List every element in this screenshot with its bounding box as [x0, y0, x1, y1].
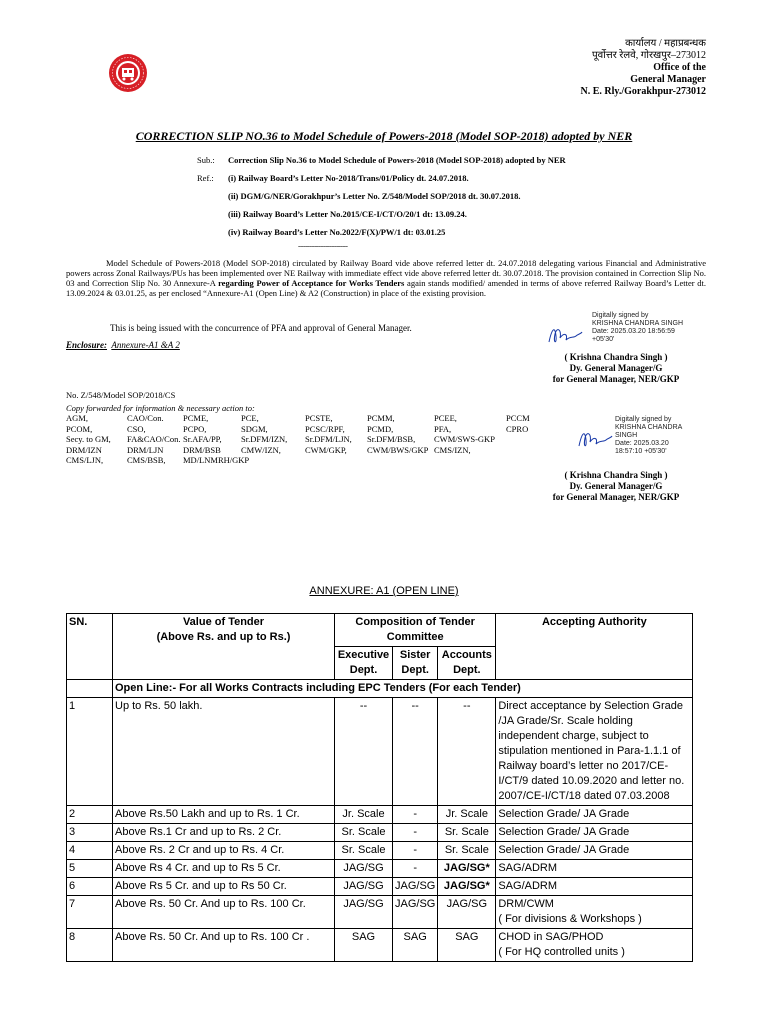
office-hindi-line1: कार्यालय / महाप्रबन्धक [625, 38, 706, 49]
cell-authority: SAG/ADRM [496, 860, 693, 878]
copy-recipient: CSO, [127, 423, 146, 434]
paragraph-text: Model Schedule of Powers-2018 (Model SOP-2018) circulated by Railway Board vide above referred letter dt. 24.07.2018 delegating various Financial and Administrative powers across Zonal Railways/PUs has been implemented over NE Railway with immediate effect vide above referred letter dt. 30.07.2018. The provision contained in Correction Slip No. 03 and Correction Slip No. 30 Annexure-A [66, 258, 706, 288]
tender-powers-table [66, 613, 693, 962]
cell-value: Above Rs.50 Lakh and up to Rs. 1 Cr. [113, 806, 335, 824]
copy-recipient: CWM/GKP, [305, 444, 347, 455]
cell-executive: Sr. Scale [335, 824, 393, 842]
office-line1: Office of the [653, 62, 706, 73]
cell-value: Above Rs. 2 Cr and up to Rs. 4 Cr. [113, 842, 335, 860]
copy-recipient: CMS/LJN, [66, 455, 104, 465]
cell-value: Above Rs.1 Cr and up to Rs. 2 Cr. [113, 824, 335, 842]
copy-recipient: PFA, [434, 423, 452, 434]
header-accepting-authority: Accepting Authority [496, 614, 693, 680]
cell-accounts: Sr. Scale [438, 824, 496, 842]
signatory-name: ( Krishna Chandra Singh ) [564, 470, 668, 480]
office-line2: General Manager [630, 74, 706, 85]
cell-sister: JAG/SG [393, 896, 438, 929]
cell-executive: JAG/SG [335, 860, 393, 878]
copy-recipient: Sr.DFM/BSB, [367, 434, 416, 444]
cell-sn: 5 [67, 860, 113, 878]
copy-recipient: CWM/BWS/GKP [367, 444, 429, 455]
cell-sister: - [393, 806, 438, 824]
copy-recipient: PCPO, [183, 423, 207, 434]
cell-executive: JAG/SG [335, 878, 393, 896]
section-open-line: Open Line:- For all Works Contracts including EPC Tenders (For each Tender) [113, 680, 693, 698]
document-title: CORRECTION SLIP NO.36 to Model Schedule of Powers-2018 (Model SOP-2018) adopted by NER [135, 129, 633, 143]
table-row [67, 698, 693, 806]
digital-signature-stamp: Digitally signed by KRISHNA CHANDRA SINGH Date: 2025.03.20 18:57:10 +05'30' [615, 416, 683, 455]
copy-heading: Copy forwarded for information & necessary action to: [66, 403, 255, 413]
copy-recipient: CPRO [506, 423, 529, 434]
annexure-title: ANNEXURE: A1 (OPEN LINE) [309, 585, 459, 597]
copy-row [66, 445, 546, 456]
copy-row [66, 413, 546, 424]
cell-executive: Jr. Scale [335, 806, 393, 824]
copy-recipient: Secy. to GM, [66, 434, 111, 444]
cell-accounts: JAG/SG* [438, 878, 496, 896]
cell-sister: - [393, 842, 438, 860]
ref-item: (iv) Railway Board’s Letter No.2022/F(X)/PW/1 dt: 03.01.25 [228, 227, 446, 237]
divider-line: --------------------------- [298, 242, 348, 250]
header-sister: Sister Dept. [393, 647, 438, 680]
table-row [67, 842, 693, 860]
copy-recipient: PCMD, [367, 423, 394, 434]
issue-line: This is being issued with the concurrence of PFA and approval of General Manager. [110, 323, 412, 333]
copy-recipient [506, 434, 546, 445]
copy-recipient [305, 455, 367, 466]
ref-item: (ii) DGM/G/NER/Gorakhpur’s Letter No. Z/548/Model SOP/2018 dt. 30.07.2018. [228, 191, 521, 201]
cell-sn: 7 [67, 896, 113, 929]
body-paragraph [66, 258, 706, 298]
copy-recipient: CMS/IZN, [434, 444, 471, 455]
enclosure-label: Enclosure: [66, 340, 108, 350]
handwritten-signature-icon [546, 322, 584, 353]
cell-authority: CHOD in SAG/PHOD ( For HQ controlled units ) [496, 929, 693, 962]
header-executive: Executive Dept. [335, 647, 393, 680]
cell-value: Above Rs 4 Cr. and up to Rs 5 Cr. [113, 860, 335, 878]
copy-recipient: PCSC/RPF, [305, 423, 345, 434]
cell-accounts: JAG/SG [438, 896, 496, 929]
copy-recipient: Sr.AFA/PP, [183, 434, 222, 444]
signatory-name: ( Krishna Chandra Singh ) [564, 352, 668, 362]
copy-recipient [434, 455, 506, 466]
subject-text: Correction Slip No.36 to Model Schedule of Powers-2018 (Model SOP-2018) adopted by NER [228, 155, 566, 165]
signatory-designation: Dy. General Manager/G [569, 481, 663, 491]
cell-authority: Selection Grade/ JA Grade [496, 824, 693, 842]
cell-sister: JAG/SG [393, 878, 438, 896]
cell-value: Above Rs. 50 Cr. And up to Rs. 100 Cr. [113, 896, 335, 929]
cell-value: Up to Rs. 50 lakh. [113, 698, 335, 806]
copy-recipient: CWM/SWS-GKP [434, 434, 495, 444]
office-header [581, 38, 706, 98]
copy-row [66, 424, 546, 435]
copy-recipient [241, 455, 305, 466]
copy-recipient: Sr.DFM/LJN, [305, 434, 352, 444]
copy-recipient: PCEE, [434, 413, 457, 423]
copy-recipient: PCCM [506, 413, 530, 423]
signatory-designation: Dy. General Manager/G [569, 363, 663, 373]
copy-row [66, 434, 546, 445]
signatory-block [536, 470, 696, 503]
table-row [67, 896, 693, 929]
office-line3: N. E. Rly./Gorakhpur-273012 [580, 86, 706, 97]
ref-label: Ref.: [197, 173, 214, 183]
cell-sn: 6 [67, 878, 113, 896]
cell-sister: - [393, 824, 438, 842]
cell-accounts: SAG [438, 929, 496, 962]
table-row [67, 824, 693, 842]
cell-sn: 2 [67, 806, 113, 824]
cell-executive: JAG/SG [335, 896, 393, 929]
copy-recipient: FA&CAO/Con. [127, 434, 181, 444]
cell-sister: - [393, 860, 438, 878]
cell-authority: Selection Grade/ JA Grade [496, 806, 693, 824]
table-row [67, 878, 693, 896]
cell-sn: 8 [67, 929, 113, 962]
enclosure-text: Annexure-A1 &A 2 [111, 340, 180, 350]
cell-authority: Selection Grade/ JA Grade [496, 842, 693, 860]
letter-number: No. Z/548/Model SOP/2018/CS [66, 390, 176, 400]
copy-recipient [506, 455, 546, 466]
copy-recipient: CAO/Con. [127, 413, 164, 423]
ref-item: (i) Railway Board’s Letter No-2018/Trans/01/Policy dt. 24.07.2018. [228, 173, 469, 183]
indian-railways-logo-icon [108, 53, 148, 93]
copy-recipient: SDGM, [241, 423, 268, 434]
table-row [67, 806, 693, 824]
copy-recipient: DRM/IZN [66, 444, 102, 455]
copy-recipient: PCE, [241, 413, 259, 423]
cell-authority: DRM/CWM ( For divisions & Workshops ) [496, 896, 693, 929]
cell-accounts: Sr. Scale [438, 842, 496, 860]
paragraph-bold-text: regarding Power of Acceptance for Works Tenders [218, 278, 405, 288]
cell-value: Above Rs 5 Cr. and up to Rs 50 Cr. [113, 878, 335, 896]
table-row [67, 929, 693, 962]
copy-recipient: CMW/IZN, [241, 444, 281, 455]
copy-recipient: PCOM, [66, 423, 93, 434]
cell-executive: -- [335, 698, 393, 806]
copy-distribution-list [66, 413, 546, 466]
copy-recipient: MD/LNMRH/GKP [183, 455, 250, 465]
handwritten-signature-icon [576, 426, 614, 457]
cell-sn: 3 [67, 824, 113, 842]
cell-accounts: Jr. Scale [438, 806, 496, 824]
header-accounts: Accounts Dept. [438, 647, 496, 680]
copy-recipient: DRM/BSB [183, 444, 221, 455]
copy-recipient [367, 455, 434, 466]
signatory-for: for General Manager, NER/GKP [552, 374, 680, 384]
copy-row [66, 455, 546, 466]
header-value-of-tender: Value of Tender (Above Rs. and up to Rs.) [113, 614, 335, 680]
cell-executive: Sr. Scale [335, 842, 393, 860]
header-composition: Composition of Tender Committee [335, 614, 496, 647]
cell-sn: 4 [67, 842, 113, 860]
copy-recipient: AGM, [66, 413, 88, 423]
copy-recipient: PCSTE, [305, 413, 333, 423]
cell-accounts: JAG/SG* [438, 860, 496, 878]
enclosure [66, 340, 180, 350]
office-hindi-line2: पूर्वोत्तर रेलवे, गोरखपुर–273012 [591, 50, 706, 61]
copy-recipient: PCMM, [367, 413, 395, 423]
signatory-block [536, 352, 696, 385]
subject-references [197, 155, 566, 245]
cell-authority: Direct acceptance by Selection Grade /JA Grade/Sr. Scale holding independent charge, subject to stipulation mentioned in Para-1.1.1 of Railway board’s letter no 2017/CE-I/CT/9 dated 10.09.2020 and letter no. 2007/CE-I/CT/18 dated 07.03.2008 [496, 698, 693, 806]
copy-recipient: PCME, [183, 413, 209, 423]
cell-value: Above Rs. 50 Cr. And up to Rs. 100 Cr . [113, 929, 335, 962]
copy-recipient: CMS/BSB, [127, 455, 166, 465]
table-row [67, 860, 693, 878]
signatory-for: for General Manager, NER/GKP [552, 492, 680, 502]
cell-sister: SAG [393, 929, 438, 962]
paragraph-text-end: again stands modified/ amended in terms of above referred Railway Board’s Letter dt. 13.09.2024 & 03.01.25, as per enclosed “Annexure-A1 (Open Line) & A2 (Construction) in place of the existing provision. [66, 278, 706, 298]
ref-item: (iii) Railway Board’s Letter No.2015/CE-I/CT/O/20/1 dt: 13.09.24. [228, 209, 467, 219]
digital-signature-stamp: Digitally signed by KRISHNA CHANDRA SINGH Date: 2025.03.20 18:56:59 +05'30' [592, 312, 684, 343]
header-sn: SN. [67, 614, 113, 680]
copy-recipient: DRM/LJN [127, 444, 164, 455]
cell-sister: -- [393, 698, 438, 806]
cell-accounts: -- [438, 698, 496, 806]
copy-recipient [506, 445, 546, 456]
cell-executive: SAG [335, 929, 393, 962]
cell-authority: SAG/ADRM [496, 878, 693, 896]
cell-sn: 1 [67, 698, 113, 806]
subject-label: Sub.: [197, 155, 215, 165]
copy-recipient: Sr.DFM/IZN, [241, 434, 288, 444]
